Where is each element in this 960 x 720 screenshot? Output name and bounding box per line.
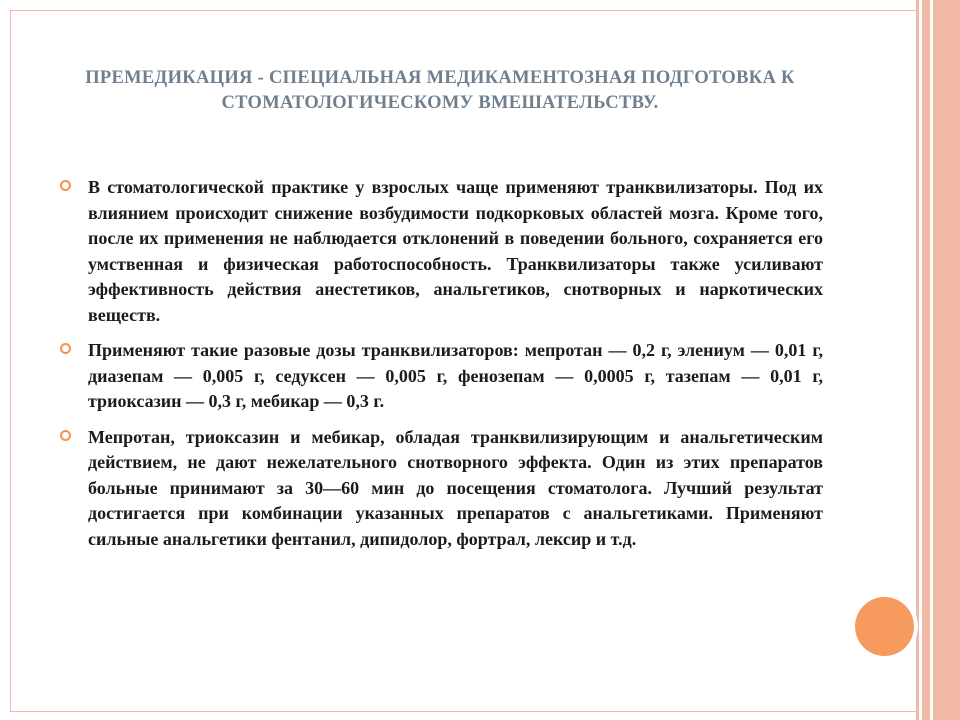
circle-bullet-icon [60, 180, 71, 191]
bullet-item [60, 338, 823, 415]
bullet-list [60, 175, 823, 562]
circle-bullet-icon [60, 343, 71, 354]
decorative-circle [855, 597, 914, 656]
bullet-text: Применяют такие разовые дозы транквилизаторов: мепротан — 0,2 г, элениум — 0,01 г, диазепам — 0,005 г, седуксен — 0,005 г, фенозепам — 0,0005 г, тазепам — 0,01 г, триоксазин — 0,3 г, мебикар — 0,3 г. [88, 340, 823, 411]
bullet-text: В стоматологической практике у взрослых чаще применяют транквилизаторы. Под их влиянием происходит снижение возбудимости подкорковых областей мозга. Кроме того, после их применения не наблюдается отклонений в поведении больного, сохраняется его умственная и физическая работоспособность. Транквилизаторы также усиливают эффективность действия анестетиков, анальгетиков, снотворных и наркотических веществ. [88, 177, 823, 325]
bullet-item [60, 425, 823, 553]
stripe-thin [916, 0, 919, 720]
stripe-medium [922, 0, 930, 720]
circle-bullet-icon [60, 430, 71, 441]
bullet-item [60, 175, 823, 328]
decorative-stripes [916, 0, 960, 720]
bullet-text: Мепротан, триоксазин и мебикар, обладая транквилизирующим и анальгетическим действием, не дают нежелательного снотворного эффекта. Один из этих препаратов больные принимают за 30—60 мин до посещения стоматолога. Лучший результат достигается при комбинации указанных препаратов с анальгетиками. Применяют сильные анальгетики фентанил, дипидолор, фортрал, лексир и т.д. [88, 426, 823, 549]
slide-title: ПРЕМЕДИКАЦИЯ - СПЕЦИАЛЬНАЯ МЕДИКАМЕНТОЗНАЯ ПОДГОТОВКА К СТОМАТОЛОГИЧЕСКОМУ ВМЕШАТЕЛЬСТВУ. [85, 68, 795, 113]
stripe-wide [933, 0, 960, 720]
